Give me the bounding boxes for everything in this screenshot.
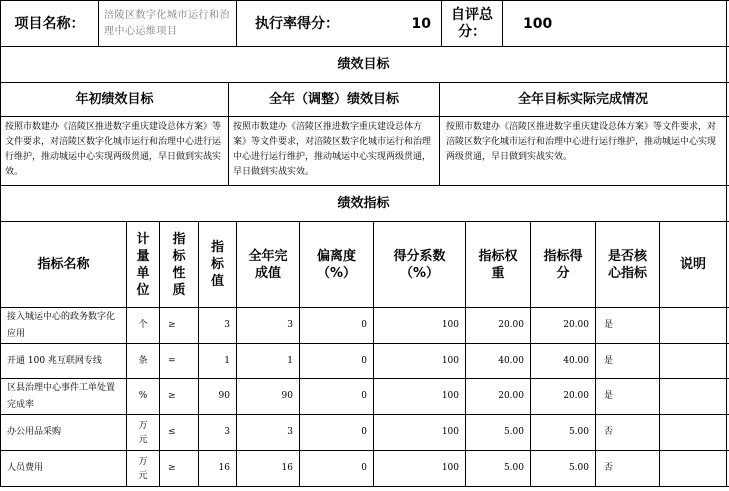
row-5-weight: 5.00 bbox=[503, 463, 524, 473]
self-score-value: 100 bbox=[523, 15, 553, 32]
row-5-coefficient: 100 bbox=[441, 463, 459, 473]
row-3-target: 90 bbox=[218, 391, 230, 401]
row-3-core: 是 bbox=[604, 391, 614, 401]
row-4-nature: ≤ bbox=[168, 427, 176, 437]
row-3-weight: 20.00 bbox=[498, 391, 524, 401]
project-name-label: 项目名称： bbox=[14, 15, 85, 32]
col-header-note: 说明 bbox=[679, 257, 706, 272]
row-2-nature: = bbox=[168, 355, 176, 366]
row-4-coefficient: 100 bbox=[441, 427, 459, 437]
row-5-note bbox=[660, 451, 726, 486]
indicators-section-title: 绩效指标 bbox=[337, 196, 390, 211]
row-4-core: 否 bbox=[604, 427, 614, 437]
row-1-name: 接入城运中心的政务数字化应用 bbox=[7, 311, 116, 339]
row-3-unit: % bbox=[138, 391, 148, 401]
row-3-nature: ≥ bbox=[168, 391, 176, 401]
col-header-actual: 全年完成值 bbox=[248, 248, 288, 281]
col-header-coefficient: 得分系数（%） bbox=[393, 248, 446, 281]
row-5-nature: ≥ bbox=[168, 463, 176, 473]
col-header-weight: 指标权重 bbox=[478, 248, 518, 281]
row-5-score: 5.00 bbox=[568, 463, 589, 473]
row-4-weight: 5.00 bbox=[503, 427, 524, 437]
grid-line bbox=[0, 486, 729, 487]
execution-score-label: 执行率得分： bbox=[255, 15, 339, 32]
row-1-note bbox=[660, 308, 726, 343]
row-4-target: 3 bbox=[224, 427, 230, 437]
row-2-name: 开通 100 兆互联网专线 bbox=[7, 355, 102, 366]
row-1-actual: 3 bbox=[287, 320, 293, 330]
row-4-score: 5.00 bbox=[568, 427, 589, 437]
row-1-weight: 20.00 bbox=[498, 320, 524, 330]
row-4-note bbox=[660, 415, 726, 450]
row-2-actual: 1 bbox=[287, 355, 293, 366]
row-1-score: 20.00 bbox=[563, 320, 589, 330]
adjusted-goal-header: 全年（调整）绩效目标 bbox=[268, 92, 399, 107]
col-header-deviation: 偏离度（%） bbox=[316, 248, 357, 281]
goals-section-title: 绩效目标 bbox=[337, 57, 390, 72]
adjusted-goal-text: 按照市数建办《涪陵区推进数字重庆建设总体方案》等文件要求，对涪陵区数字化城市运行和治理中心进行运行维护，推动城运中心实现两级贯通，早日做到实战实效。 bbox=[233, 122, 432, 177]
row-3-name: 区县治理中心事件工单处置完成率 bbox=[7, 382, 116, 410]
initial-goal-header: 年初绩效目标 bbox=[75, 92, 154, 107]
grid-line bbox=[726, 0, 727, 487]
row-5-name: 人员费用 bbox=[7, 463, 44, 473]
row-2-core: 是 bbox=[604, 355, 614, 366]
row-3-score: 20.00 bbox=[563, 391, 589, 401]
actual-completion-header: 全年目标实际完成情况 bbox=[517, 92, 648, 107]
row-4-unit: 万元 bbox=[138, 420, 148, 445]
row-4-actual: 3 bbox=[287, 427, 293, 437]
row-1-target: 3 bbox=[224, 320, 230, 330]
row-1-core: 是 bbox=[604, 320, 614, 330]
row-3-coefficient: 100 bbox=[441, 391, 459, 401]
self-score-label: 自评总分： bbox=[451, 6, 493, 40]
row-1-nature: ≥ bbox=[168, 320, 176, 330]
col-header-score: 指标得分 bbox=[543, 248, 583, 281]
row-5-actual: 16 bbox=[281, 463, 293, 473]
row-1-coefficient: 100 bbox=[441, 320, 459, 330]
col-header-name: 指标名称 bbox=[37, 257, 90, 272]
col-header-nature: 指标性质 bbox=[172, 231, 186, 298]
row-4-name: 办公用品采购 bbox=[7, 427, 62, 437]
row-1-unit: 个 bbox=[138, 320, 148, 330]
row-5-deviation: 0 bbox=[361, 463, 367, 473]
initial-goal-text: 按照市数建办《涪陵区推进数字重庆建设总体方案》等文件要求，对涪陵区数字化城市运行和治理中心进行运行维护，推动城运中心实现两级贯通，早日做到实战实效。 bbox=[5, 122, 222, 177]
row-2-score: 40.00 bbox=[563, 355, 589, 366]
row-5-unit: 万元 bbox=[138, 456, 148, 481]
col-header-core: 是否核心指标 bbox=[607, 248, 647, 281]
row-2-coefficient: 100 bbox=[441, 355, 459, 366]
col-header-target: 指标值 bbox=[210, 240, 224, 289]
row-3-actual: 90 bbox=[281, 391, 293, 401]
row-4-deviation: 0 bbox=[361, 427, 367, 437]
row-2-note bbox=[660, 344, 726, 378]
row-2-deviation: 0 bbox=[361, 355, 367, 366]
row-3-note bbox=[660, 379, 726, 414]
row-2-unit: 条 bbox=[138, 355, 148, 366]
row-5-core: 否 bbox=[604, 463, 614, 473]
row-1-deviation: 0 bbox=[361, 320, 367, 330]
row-2-weight: 40.00 bbox=[498, 355, 524, 366]
row-5-target: 16 bbox=[218, 463, 230, 473]
col-header-unit: 计量单位 bbox=[136, 231, 150, 298]
row-3-deviation: 0 bbox=[361, 391, 367, 401]
project-name-value: 涪陵区数字化城市运行和治理中心运维项目 bbox=[104, 9, 230, 37]
actual-completion-text: 按照市数建办《涪陵区推进数字重庆建设总体方案》等文件要求，对涪陵区数字化城市运行和治理中心进行运行维护，推动城运中心实现两级贯通，早日做到实战实效。 bbox=[446, 122, 717, 162]
execution-score-value: 10 bbox=[411, 15, 431, 32]
row-2-target: 1 bbox=[224, 355, 230, 366]
